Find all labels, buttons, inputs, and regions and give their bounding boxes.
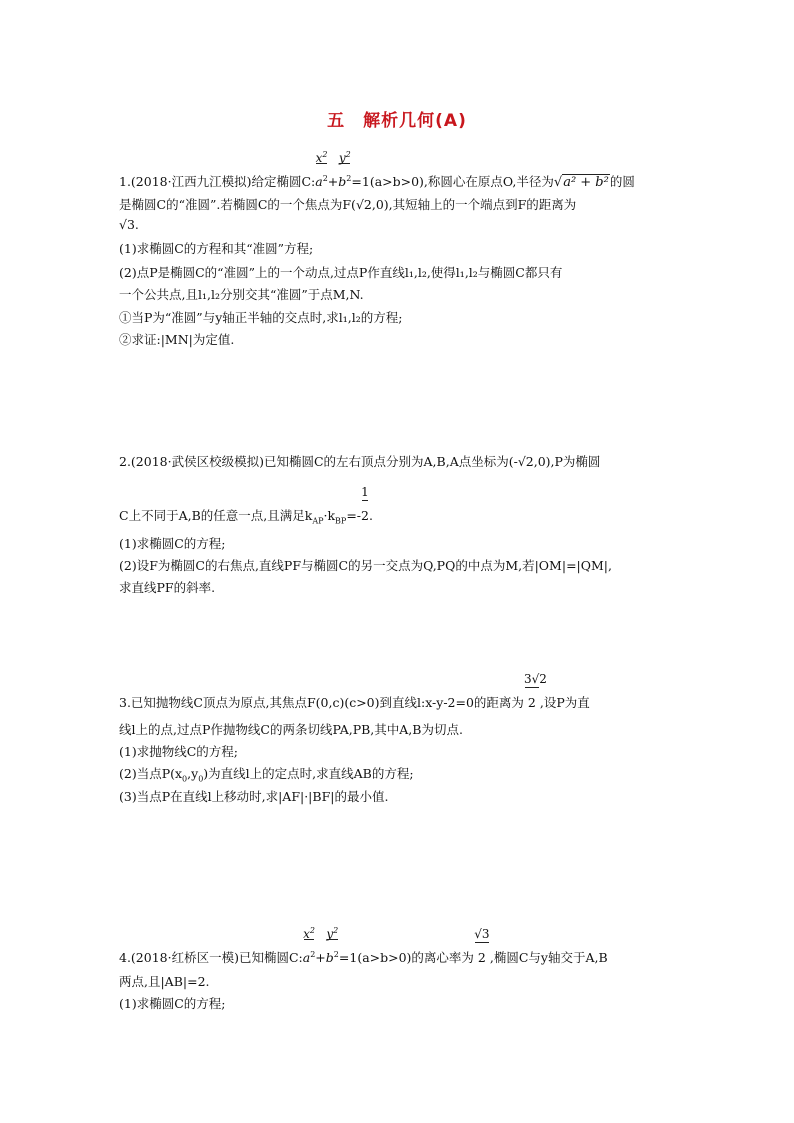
- den-2: 2: [361, 508, 369, 523]
- text: 3.已知抛物线C顶点为原点,其焦点F(0,c)(c>0)到直线l:x-y-2=0的距离为: [119, 695, 524, 710]
- plus: +: [327, 174, 339, 190]
- frac-bar: [475, 942, 489, 943]
- fraction-x2-a2: [302, 926, 316, 967]
- text: .: [368, 508, 373, 523]
- text: 是椭圆C的“准圆”.若椭圆C的一个焦点为F(: [119, 197, 356, 212]
- problem-1-line-1: [119, 150, 635, 192]
- problem-4-line-3: (1)求椭圆C的方程;: [119, 996, 226, 1011]
- exp-2: 2: [333, 950, 339, 959]
- num-3: 3: [523, 672, 532, 686]
- text: C上不同于A,B的任意一点,且满足k: [119, 508, 313, 523]
- den-2: 2: [477, 950, 486, 966]
- fraction-y2-b2: [325, 926, 339, 967]
- problem-3-line-4: [119, 765, 414, 789]
- text: ,椭圆C与y轴交于A,B: [489, 950, 608, 966]
- text: =1(a>b>0)的离心率为: [338, 950, 474, 966]
- fraction-y2-b2: [338, 150, 352, 191]
- exp-2: 2: [310, 950, 316, 959]
- exp-2: 2: [345, 150, 351, 159]
- fraction-3root2-2: [523, 672, 547, 712]
- numerator: [361, 483, 369, 501]
- problem-3-line-3: (1)求抛物线C的方程;: [119, 744, 238, 759]
- text: 的圆: [609, 174, 635, 190]
- var-y: y: [338, 151, 346, 165]
- fraction-one-half: [361, 485, 369, 525]
- problem-3-line-5: (3)当点P在直线l上移动时,求|AF|·|BF|的最小值.: [119, 789, 389, 804]
- var-b: b: [338, 174, 347, 190]
- var-x: x: [303, 927, 310, 941]
- sqrt-2: √2: [517, 454, 534, 469]
- sqrt-a2-b2: √a² + b²: [553, 175, 609, 191]
- exp-2: 2: [322, 150, 328, 159]
- text: ,0),P为椭圆: [533, 454, 601, 469]
- problem-1-line-8: ②求证:|MN|为定值.: [119, 332, 235, 347]
- frac-bar: [339, 163, 350, 164]
- text: ,设P为直: [539, 695, 590, 710]
- exp-2: 2: [333, 926, 339, 935]
- text: 1.(2018·江西九江模拟)给定椭圆C:: [119, 174, 316, 190]
- var-a: a: [302, 950, 311, 966]
- sqrt-3: √3: [474, 927, 490, 942]
- radicand: a² + b²: [563, 175, 609, 191]
- problem-2-line-1: [119, 453, 600, 471]
- sqrt-2: √2: [531, 672, 547, 686]
- problem-2-line-2: [119, 485, 373, 531]
- problem-1-line-5: (2)点P是椭圆C的“准圆”上的一个动点,过点P作直线l₁,l₂,使得l₁,l₂与椭圆C都只有: [119, 265, 563, 280]
- text: =1(a>b>0),称圆心在原点O,半径为: [351, 174, 554, 190]
- frac-bar: [327, 939, 338, 940]
- text: (2)当点P(x: [119, 766, 183, 781]
- problem-4-line-2: 两点,且|AB|=2.: [119, 974, 210, 989]
- text: 4.(2018·红桥区一模)已知椭圆C:: [119, 950, 303, 966]
- subscript-0: 0: [182, 774, 188, 784]
- num-1: 1: [361, 485, 369, 499]
- problem-4-line-1: [119, 926, 608, 967]
- exp-2: 2: [346, 174, 352, 183]
- var-a: a: [315, 174, 323, 190]
- numerator: [523, 670, 547, 688]
- frac-bar: [362, 500, 368, 501]
- text: ,0),其短轴上的一个端点到F的距离为: [371, 197, 577, 212]
- sqrt-2: √2: [355, 197, 372, 212]
- subscript-bp: BP: [335, 516, 347, 526]
- problem-2-line-5: 求直线PF的斜率.: [119, 580, 216, 595]
- exp-2: 2: [322, 174, 328, 183]
- numerator: [474, 925, 490, 943]
- var-x: x: [315, 151, 323, 165]
- problem-3-line-1: [119, 672, 590, 712]
- fraction-root3-2: [474, 927, 490, 967]
- plus: +: [315, 950, 326, 966]
- frac-bar: [316, 163, 327, 164]
- var-y: y: [326, 927, 334, 941]
- problem-1-line-3: [119, 216, 139, 234]
- frac-bar: [525, 687, 539, 688]
- problem-3-line-2: 线l上的点,过点P作抛物线C的两条切线PA,PB,其中A,B为切点.: [119, 722, 463, 737]
- page-title: 五 解析几何(A): [327, 111, 467, 131]
- den-2: 2: [527, 695, 536, 710]
- problem-1-line-2: [119, 196, 576, 214]
- problem-1-line-4: (1)求椭圆C的方程和其“准圆”方程;: [119, 241, 314, 256]
- text: ·k: [323, 508, 336, 523]
- text: )为直线l上的定点时,求直线AB的方程;: [203, 766, 414, 781]
- var-b: b: [325, 950, 334, 966]
- subscript-ap: AP: [312, 516, 324, 526]
- text: 2.(2018·武侯区校级模拟)已知椭圆C的左右顶点分别为A,B,A点坐标为(-: [119, 454, 518, 469]
- fraction-x2-a2: [315, 150, 328, 191]
- problem-2-line-3: (1)求椭圆C的方程;: [119, 536, 226, 551]
- frac-bar: [304, 939, 315, 940]
- problem-1-line-6: 一个公共点,且l₁,l₂分别交其“准圆”于点M,N.: [119, 287, 364, 302]
- exp-2: 2: [309, 926, 315, 935]
- problem-1-line-7: ①当P为“准圆”与y轴正半轴的交点时,求l₁,l₂的方程;: [119, 310, 403, 325]
- subscript-0: 0: [198, 774, 204, 784]
- text: .: [134, 217, 139, 232]
- text: ,y: [187, 766, 199, 781]
- sqrt-3: √3: [119, 217, 135, 232]
- problem-2-line-4: (2)设F为椭圆C的右焦点,直线PF与椭圆C的另一交点为Q,PQ的中点为M,若|OM|=|QM|,: [119, 558, 612, 573]
- text: =-: [346, 508, 362, 523]
